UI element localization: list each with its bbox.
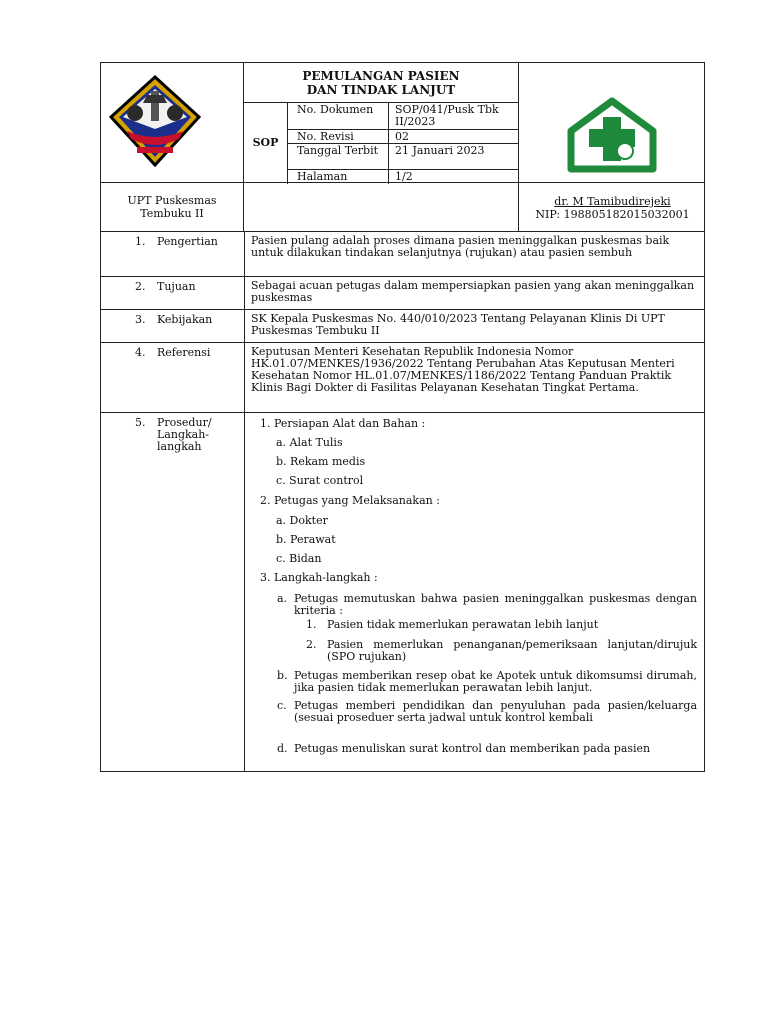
section-label: Referensi <box>157 346 211 359</box>
meta-value: SOP/041/Pusk Tbk II/2023 <box>395 103 499 128</box>
sop-label: SOP <box>244 103 288 184</box>
section-number: 1. <box>135 235 146 248</box>
sub-step-number: 1. <box>306 618 317 631</box>
section-label: Pengertian <box>157 235 218 248</box>
procedure-item: a. Alat Tulis <box>276 436 343 449</box>
step-text: Petugas memberikan resep obat ke Apotek untuk dikomsumsi dirumah, jika pasien tidak memerlukan perawatan lebih lanjut. <box>294 669 697 694</box>
puskesmas-logo-cell <box>518 63 706 184</box>
regency-emblem-icon <box>107 73 203 169</box>
procedure-item: b. Perawat <box>276 533 336 546</box>
signer-nip: NIP: 198805182015032001 <box>535 208 690 221</box>
signer-name: dr. M Tamibudirejeki <box>554 195 671 208</box>
meta-row <box>288 103 518 130</box>
procedure-item: c. Surat control <box>276 474 364 487</box>
step-letter: d. <box>277 742 288 755</box>
document-title: PEMULANGAN PASIEN DAN TINDAK LANJUT <box>244 63 518 103</box>
step-letter: c. <box>277 699 287 712</box>
organization-line: UPT Puskesmas <box>127 194 217 207</box>
section-number: 5. <box>135 416 146 429</box>
section-pengertian <box>101 232 704 277</box>
regency-emblem-cell <box>101 63 244 184</box>
signer-block <box>518 183 706 231</box>
step-letter: b. <box>277 669 288 682</box>
meta-key: No. Dokumen <box>288 103 389 129</box>
step-text: Petugas menuliskan surat kontrol dan memberikan pada pasien <box>294 742 651 755</box>
procedure-step: 2. Petugas yang Melaksanakan : <box>260 494 440 507</box>
sub-step-text: Pasien tidak memerlukan perawatan lebih lanjut <box>327 618 599 631</box>
meta-key: Halaman <box>288 170 389 184</box>
meta-value: 1/2 <box>395 170 413 183</box>
meta-row <box>288 144 518 170</box>
procedure-step: 3. Langkah-langkah : <box>260 571 378 584</box>
sop-content-table <box>100 231 705 772</box>
section-number: 4. <box>135 346 146 359</box>
section-text: Keputusan Menteri Kesehatan Republik Indonesia Nomor HK.01.07/MENKES/1936/2022 Tentang Perubahan Atas Keputusan Menteri Kesehatan Nomor HL.01.07/MENKES/1186/2022 Tentang Panduan Praktik Klinis Bagi Dokter di Fasilitas Pelayanan Kesehatan Tingkat Pertama. <box>251 345 675 394</box>
puskesmas-logo-icon <box>567 95 657 175</box>
section-referensi <box>101 343 704 413</box>
step-text: Petugas memutuskan bahwa pasien meninggalkan puskesmas dengan kriteria : <box>294 592 697 617</box>
section-text: Sebagai acuan petugas dalam mempersiapkan pasien yang akan meninggalkan puskesmas <box>251 279 695 304</box>
section-label: Tujuan <box>157 280 196 293</box>
meta-value: 02 <box>395 130 409 143</box>
meta-key: No. Revisi <box>288 130 389 143</box>
procedure-item: a. Dokter <box>276 514 328 527</box>
step-letter: a. <box>277 592 288 605</box>
section-label: Prosedur/ Langkah-langkah <box>157 416 212 453</box>
section-number: 2. <box>135 280 146 293</box>
sub-step-text: Pasien memerlukan penanganan/pemeriksaan lanjutan/dirujuk (SPO rujukan) <box>327 638 697 663</box>
section-text: Pasien pulang adalah proses dimana pasien meninggalkan puskesmas baik untuk dilakukan tindakan selanjutnya (rujukan) atau pasien sembuh <box>251 234 670 259</box>
section-text: SK Kepala Puskesmas No. 440/010/2023 Tentang Pelayanan Klinis Di UPT Puskesmas Tembuku II <box>251 312 665 337</box>
section-prosedur <box>101 413 704 771</box>
section-kebijakan <box>101 310 704 343</box>
procedure-item: c. Bidan <box>276 552 322 565</box>
organization-name <box>101 183 244 231</box>
sub-step-number: 2. <box>306 638 317 651</box>
document-header <box>100 62 705 183</box>
procedure-step: 1. Persiapan Alat dan Bahan : <box>260 417 426 430</box>
meta-value: 21 Januari 2023 <box>395 144 485 157</box>
section-label: Kebijakan <box>157 313 213 326</box>
section-number: 3. <box>135 313 146 326</box>
organization-band <box>100 182 705 232</box>
organization-line: Tembuku II <box>140 207 204 220</box>
section-tujuan <box>101 277 704 310</box>
meta-row <box>288 130 518 144</box>
procedure-item: b. Rekam medis <box>276 455 366 468</box>
meta-key: Tanggal Terbit <box>288 144 389 169</box>
step-text: Petugas memberi pendidikan dan penyuluhan pada pasien/keluarga (sesuai proseduer serta jadwal untuk kontrol kembali <box>294 699 697 724</box>
document-meta <box>288 103 518 184</box>
